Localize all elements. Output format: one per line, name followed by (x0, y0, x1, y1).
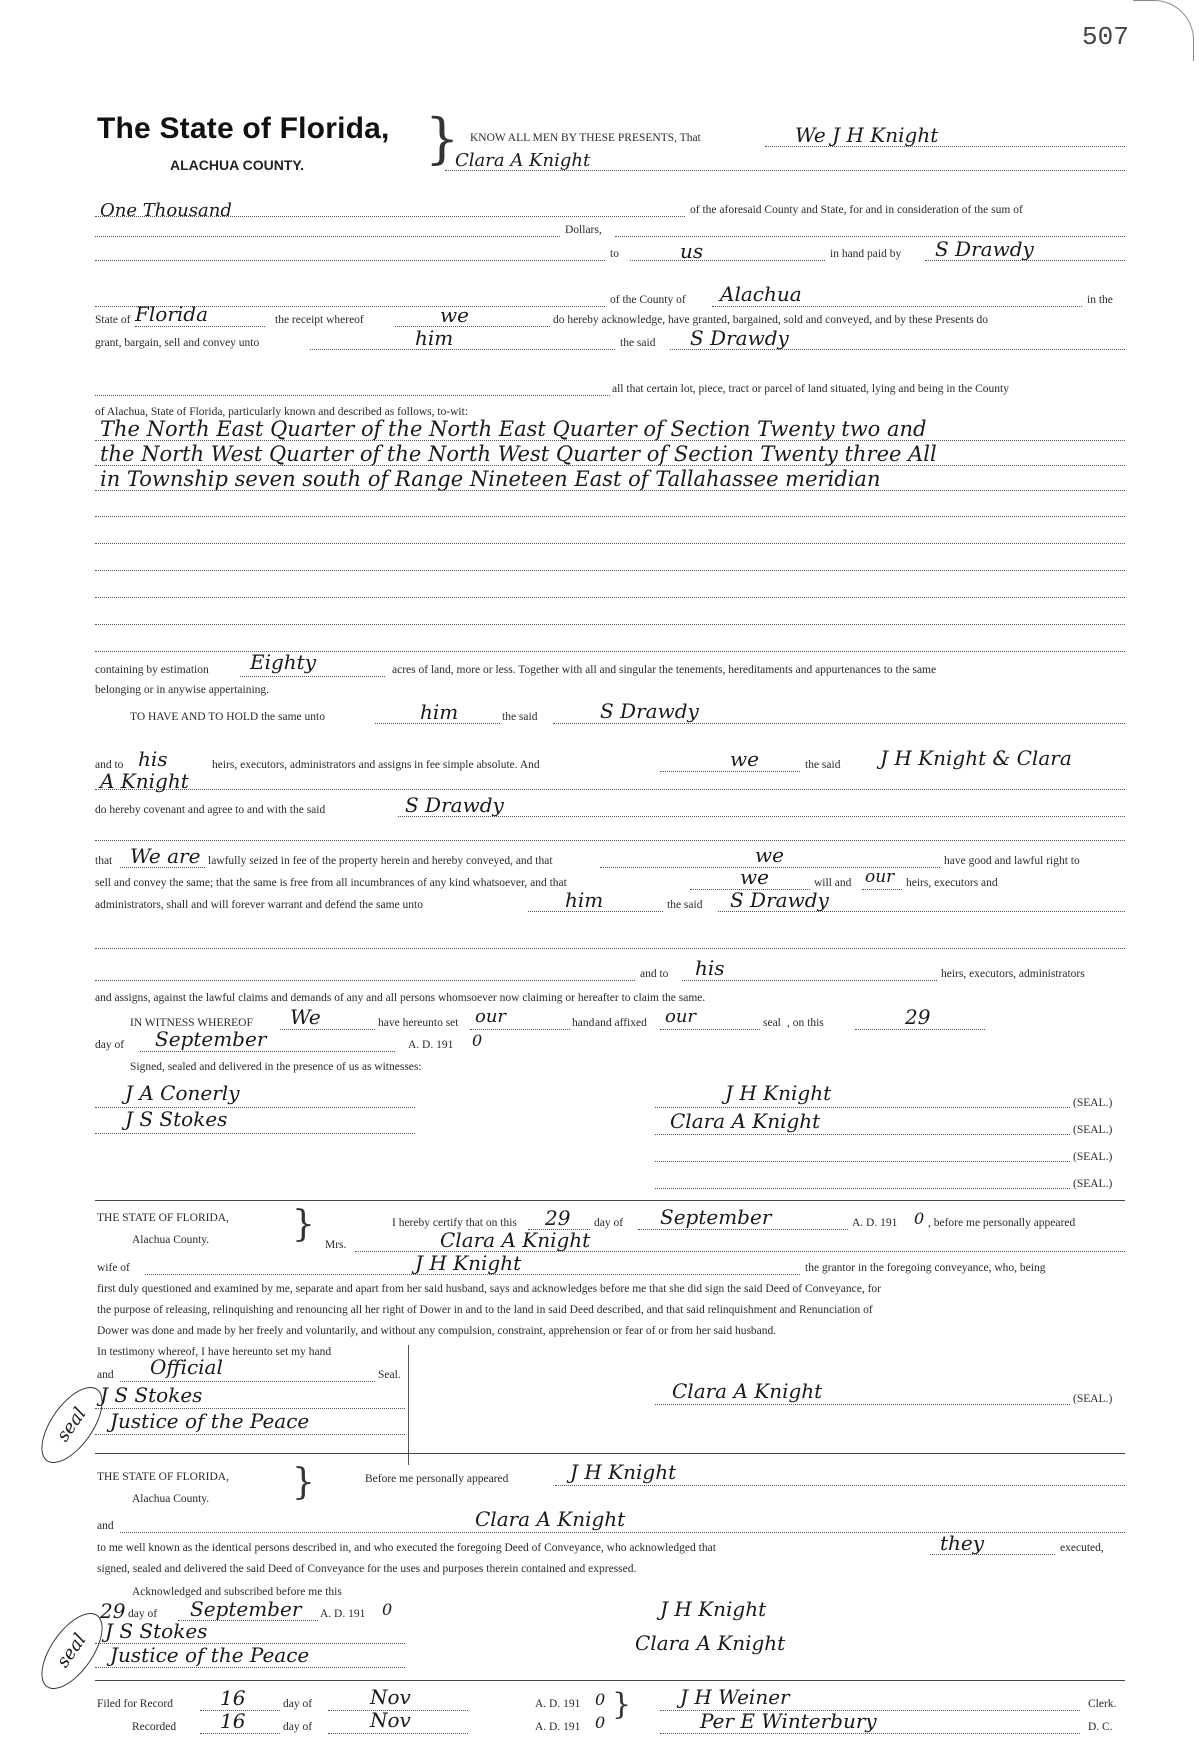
of-county-text: of the County of (610, 294, 686, 306)
recorded-text: Recorded (132, 1721, 177, 1733)
heirs-exec2-text: heirs, executors, administrators (941, 968, 1085, 980)
cert2-notary-title-handwritten: Justice of the Peace (110, 1643, 310, 1667)
county-line-b (712, 306, 1082, 307)
grantee2-line (718, 911, 1125, 912)
desc-rule-5 (95, 543, 1125, 544)
our-line (862, 889, 902, 890)
receipt-text: the receipt whereof (275, 314, 364, 326)
grantors-name-handwritten: J H Knight & Clara (880, 746, 1072, 770)
cert2-seal-stamp: seal (30, 1603, 115, 1699)
in-witness-text: IN WITNESS WHEREOF (130, 1017, 253, 1029)
cert1-seal-stamp: seal (30, 1377, 115, 1473)
grantors-name-handwritten-2: A Knight (100, 769, 189, 793)
grant-unto-text: grant, bargain, sell and convey unto (95, 337, 260, 349)
sig-line-2 (655, 1134, 1070, 1135)
cert1-para3: Dower was done and made by her freely and voluntarily, and without any compulsion, constraint, apprehension or fear of or from her said husband. (97, 1325, 777, 1337)
page-number: 507 (1082, 22, 1129, 52)
filed-ad: A. D. 191 (535, 1698, 581, 1710)
acres-line (240, 676, 385, 677)
cert2-county: Alachua County. (132, 1493, 210, 1505)
witness1-handwritten: J A Conerly (125, 1081, 240, 1105)
clerk-text: Clerk. (1088, 1698, 1117, 1710)
administrators-text: administrators, shall and will forever warrant and defend the same unto (95, 899, 423, 911)
heirs-text: heirs, executors, administrators and assigns in fee simple absolute. And (212, 759, 540, 771)
rec-day-of: day of (283, 1721, 313, 1733)
seal-label-3: (SEAL.) (1073, 1151, 1113, 1163)
grantee2-handwritten: S Drawdy (730, 888, 829, 912)
cert1-state: THE STATE OF FLORIDA, (97, 1212, 229, 1224)
of-alachua-text: of Alachua, State of Florida, particularly known and described as follows, to-wit: (95, 406, 469, 418)
and-to2-text: and to (640, 968, 669, 980)
desc-rule-1 (95, 440, 1125, 441)
cert2-before-me: Before me personally appeared (365, 1473, 509, 1485)
and-to2-line-a (95, 980, 635, 981)
page-corner-curl (1133, 0, 1194, 61)
grantors-line-full (95, 789, 1125, 790)
state-line (135, 326, 265, 327)
grantee-line-b (670, 349, 1125, 350)
his2-line (682, 980, 937, 981)
cert1-month-line (638, 1229, 848, 1230)
cert2-clara-signature: Clara A Knight (635, 1631, 786, 1655)
sum-line-2 (95, 236, 560, 237)
cert1-day-of: day of (594, 1217, 624, 1229)
witness-year-handwritten: 0 (472, 1031, 483, 1050)
sell-convey-text: sell and convey the same; that the same is free from all incumbrances of any kind whatsoever, and that (95, 877, 567, 889)
cert2-jh-knight-signature: J H Knight (660, 1597, 767, 1621)
filed-text: Filed for Record (97, 1698, 174, 1710)
section-rule-1 (95, 1200, 1125, 1201)
cert1-official-line (120, 1381, 375, 1382)
covenant-line (398, 816, 1125, 817)
clerk-handwritten: J H Weiner (680, 1685, 790, 1709)
covenant-text: do hereby covenant and agree to and with the said (95, 804, 326, 816)
will-and-text: will and (814, 877, 852, 889)
we-line (660, 771, 800, 772)
set-text: have hereunto set (378, 1017, 459, 1029)
signed-text: Signed, sealed and delivered in the presence of us as witnesses: (130, 1061, 422, 1073)
acres-text: acres of land, more or less. Together with all and singular the tenements, hereditaments and appurtenances to the same (392, 664, 937, 676)
filed-day-handwritten: 16 (220, 1686, 246, 1710)
seal-text: seal (763, 1017, 781, 1029)
desc-rule-3 (95, 490, 1125, 491)
rec-ad: A. D. 191 (535, 1721, 581, 1733)
him2-handwritten: him (565, 888, 604, 912)
dc-handwritten: Per E Winterbury (700, 1709, 877, 1733)
witness-we-handwritten: We (290, 1005, 321, 1029)
in-the-text: in the (1087, 294, 1113, 306)
cert2-signed-sealed: signed, sealed and delivered the said Deed of Conveyance for the uses and purposes therein contained and expressed. (97, 1563, 637, 1575)
witness-day-handwritten: 29 (905, 1005, 931, 1029)
witness-our-line (470, 1029, 570, 1030)
cert1-and: and (97, 1369, 114, 1381)
cert2-they-handwritten: they (940, 1531, 985, 1555)
to-text: to (610, 248, 619, 260)
witness-month-handwritten: September (155, 1027, 267, 1051)
desc-rule-6 (95, 570, 1125, 571)
ad-text: A. D. 191 (408, 1039, 454, 1051)
aforesaid-text: of the aforesaid County and State, for and in consideration of the sum of (690, 204, 1023, 216)
containing-text: containing by estimation (95, 664, 209, 676)
day-of-text: day of (95, 1039, 125, 1051)
on-this-text: , on this (787, 1017, 824, 1029)
cert1-notary-handwritten: J S Stokes (100, 1383, 203, 1407)
seized-text: lawfully seized in fee of the property herein and hereby conveyed, and that (208, 855, 553, 867)
cert2-they-line (930, 1554, 1055, 1555)
state-of-text: State of (95, 314, 131, 326)
dc-line (660, 1733, 1080, 1734)
rec-day-handwritten: 16 (220, 1709, 246, 1733)
cert2-state: THE STATE OF FLORIDA, (97, 1471, 229, 1483)
belonging-text: belonging or in anywise appertaining. (95, 684, 270, 696)
header-brace: } (425, 107, 460, 170)
witness1-line (95, 1107, 415, 1108)
cert1-notary-title-line (95, 1434, 405, 1435)
sig-line-1 (655, 1107, 1070, 1108)
all-certain-line (95, 395, 610, 396)
cert1-county: Alachua County. (132, 1234, 210, 1246)
filed-year-handwritten: 0 (595, 1690, 606, 1709)
seal-label-2: (SEAL.) (1073, 1124, 1113, 1136)
to-line (95, 260, 605, 261)
our-handwritten: our (865, 867, 895, 887)
filed-month-handwritten: Nov (370, 1685, 411, 1709)
signature-clara-knight: Clara A Knight (670, 1109, 821, 1133)
cert1-seal-text: Seal. (378, 1369, 401, 1381)
witness2-line (95, 1133, 415, 1134)
grantee-pronoun-handwritten: him (415, 326, 454, 350)
cert2-ad: A. D. 191 (320, 1608, 366, 1620)
signature-jh-knight: J H Knight (725, 1081, 832, 1105)
the-said-2: the said (805, 759, 841, 771)
receipt-handwritten: we (440, 303, 469, 327)
cert1-before-me: , before me personally appeared (928, 1217, 1076, 1229)
all-certain-text: all that certain lot, piece, tract or parcel of land situated, lying and being in the County (612, 383, 1009, 395)
his2-handwritten: his (695, 956, 725, 980)
witness-our-handwritten: our (475, 1006, 507, 1027)
cert2-year-handwritten: 0 (382, 1600, 393, 1619)
cert1-sig-line (655, 1404, 1070, 1405)
cert1-para2: the purpose of releasing, relinquishing and renouncing all her right of Dower in and to the land in said Deed described, and that said relinquishment and Renunciation of (97, 1304, 873, 1316)
grantor-clara-handwritten: Clara A Knight (455, 150, 591, 171)
witness-our2-line (660, 1029, 760, 1030)
cert1-month-handwritten: September (660, 1205, 772, 1229)
and-to-text: and to (95, 759, 124, 771)
dc-text: D. C. (1088, 1721, 1113, 1733)
paid-by-line (925, 260, 1125, 261)
cert2-and: and (97, 1520, 114, 1532)
seal-label-1: (SEAL.) (1073, 1097, 1113, 1109)
document-title: The State of Florida, (97, 112, 390, 145)
to-have-text: TO HAVE AND TO HOLD the same unto (130, 711, 325, 723)
description-line-2: the North West Quarter of the North West Quarter of Section Twenty three All (100, 442, 937, 466)
to-us-line (630, 260, 825, 261)
grantors-handwritten: We J H Knight (795, 123, 939, 147)
grantee-handwritten: S Drawdy (690, 326, 789, 350)
the-said-text: the said (620, 337, 656, 349)
cert2-brace: } (292, 1462, 315, 1503)
section-rule-2 (95, 1453, 1125, 1454)
sig-line-3 (655, 1161, 1070, 1162)
cert2-person2-handwritten: Clara A Knight (475, 1507, 626, 1531)
cert1-grantor-text: the grantor in the foregoing conveyance, who, being (805, 1262, 1046, 1274)
cert1-year-handwritten: 0 (914, 1209, 925, 1228)
cert1-husband-line (145, 1274, 800, 1275)
cert1-wife-of: wife of (97, 1262, 130, 1274)
cert1-day-handwritten: 29 (545, 1206, 571, 1230)
witness-month-line (140, 1051, 395, 1052)
acres-handwritten: Eighty (250, 650, 317, 674)
cert2-day-of: day of (128, 1608, 158, 1620)
covenant-handwritten: S Drawdy (405, 793, 504, 817)
paid-by-handwritten: S Drawdy (935, 237, 1034, 261)
sig-line-4 (655, 1188, 1070, 1189)
habendum-the-said: the said (502, 711, 538, 723)
county-heading: ALACHUA COUNTY. (170, 157, 305, 173)
know-all-text: KNOW ALL MEN BY THESE PRESENTS, That (470, 132, 701, 144)
habendum-grantee-line (553, 723, 1125, 724)
cert2-acknowledged: Acknowledged and subscribed before me this (132, 1586, 342, 1598)
cert1-certify: I hereby certify that on this (392, 1217, 517, 1229)
cert2-person1-line (555, 1485, 1125, 1486)
we-handwritten: we (730, 747, 759, 771)
rec-month-handwritten: Nov (370, 1708, 411, 1732)
cert2-day-handwritten: 29 (100, 1599, 126, 1623)
cert1-husband-handwritten: J H Knight (415, 1251, 522, 1275)
cert2-notary-handwritten: J S Stokes (105, 1619, 208, 1643)
witness-day-line (855, 1029, 985, 1030)
description-line-1: The North East Quarter of the North East Quarter of Section Twenty two and (100, 417, 927, 441)
to-handwritten: us (680, 239, 704, 263)
rec-day-line (200, 1733, 280, 1734)
state-handwritten: Florida (135, 302, 208, 326)
we3-handwritten: we (740, 865, 769, 889)
rec-month-line (328, 1733, 468, 1734)
affixed-text: and affixed (595, 1017, 647, 1029)
dollars-line (615, 236, 1125, 237)
desc-rule-2 (95, 465, 1125, 466)
habendum-grantee-handwritten: S Drawdy (600, 699, 699, 723)
we-are-line (120, 867, 205, 868)
section-rule-3 (95, 1680, 1125, 1681)
to-have-line (375, 723, 500, 724)
cert2-notary-title-line (95, 1667, 405, 1668)
county-handwritten: Alachua (720, 282, 802, 306)
witness2-handwritten: J S Stokes (125, 1107, 228, 1131)
him2-line (528, 911, 663, 912)
dollars-text: Dollars, (565, 224, 602, 236)
witness-our2-handwritten: our (665, 1006, 697, 1027)
the-said-3: the said (667, 899, 703, 911)
desc-rule-8 (95, 624, 1125, 625)
filing-brace: } (612, 1687, 632, 1722)
heirs-exec-text: heirs, executors and (906, 877, 998, 889)
covenant-line-2 (95, 840, 1125, 841)
description-line-3: in Township seven south of Range Nineteen East of Tallahassee meridian (100, 467, 881, 491)
cert1-clara-signature: Clara A Knight (672, 1379, 823, 1403)
in-hand-text: in hand paid by (830, 248, 902, 260)
desc-rule-7 (95, 597, 1125, 598)
that-text: that (95, 855, 113, 867)
habendum-him-handwritten: him (420, 700, 459, 724)
acknowledge-text: do hereby acknowledge, have granted, bargained, sold and conveyed, and by these Presents do (553, 314, 989, 326)
cert1-notary-title-handwritten: Justice of the Peace (110, 1409, 310, 1433)
filed-day-of: day of (283, 1698, 313, 1710)
sum-handwritten: One Thousand (100, 200, 232, 221)
cert1-ad: A. D. 191 (852, 1217, 898, 1229)
hand-text: hand (572, 1017, 595, 1029)
grantee-line-a (310, 349, 615, 350)
cert2-executed: executed, (1060, 1542, 1104, 1554)
cert1-para1: first duly questioned and examined by me, separate and apart from her said husband, says and acknowledges before me that she did sign the said Deed of Conveyance, for (97, 1283, 881, 1295)
rec-year-handwritten: 0 (595, 1713, 606, 1732)
cert1-brace: } (292, 1204, 315, 1245)
his-handwritten: his (138, 747, 168, 771)
good-right-text: have good and lawful right to (944, 855, 1080, 867)
cert2-month-handwritten: September (190, 1597, 302, 1621)
cert1-seal-label: (SEAL.) (1073, 1393, 1113, 1405)
we2-handwritten: we (755, 843, 784, 867)
cert2-well-known: to me well known as the identical persons described in, and who executed the foregoing Deed of Conveyance, who acknowledged that (97, 1542, 716, 1554)
cert1-testimony: In testimony whereof, I have hereunto set my hand (97, 1346, 332, 1358)
cert1-mrs: Mrs. (325, 1239, 347, 1251)
witness-we-line (280, 1029, 375, 1030)
we-are-handwritten: We are (130, 844, 201, 868)
grantee2-line-2 (95, 948, 1125, 949)
cert1-testimony-bracket (408, 1345, 409, 1465)
assigns-text: and assigns, against the lawful claims and demands of any and all persons whomsoever now claiming or hereafter to claim the same. (95, 992, 706, 1004)
cert1-mrs-handwritten: Clara A Knight (440, 1228, 591, 1252)
cert2-person1-handwritten: J H Knight (570, 1460, 677, 1484)
desc-rule-4 (95, 516, 1125, 517)
cert1-official-handwritten: Official (150, 1355, 223, 1379)
sum-line (95, 216, 685, 217)
seal-label-4: (SEAL.) (1073, 1178, 1113, 1190)
